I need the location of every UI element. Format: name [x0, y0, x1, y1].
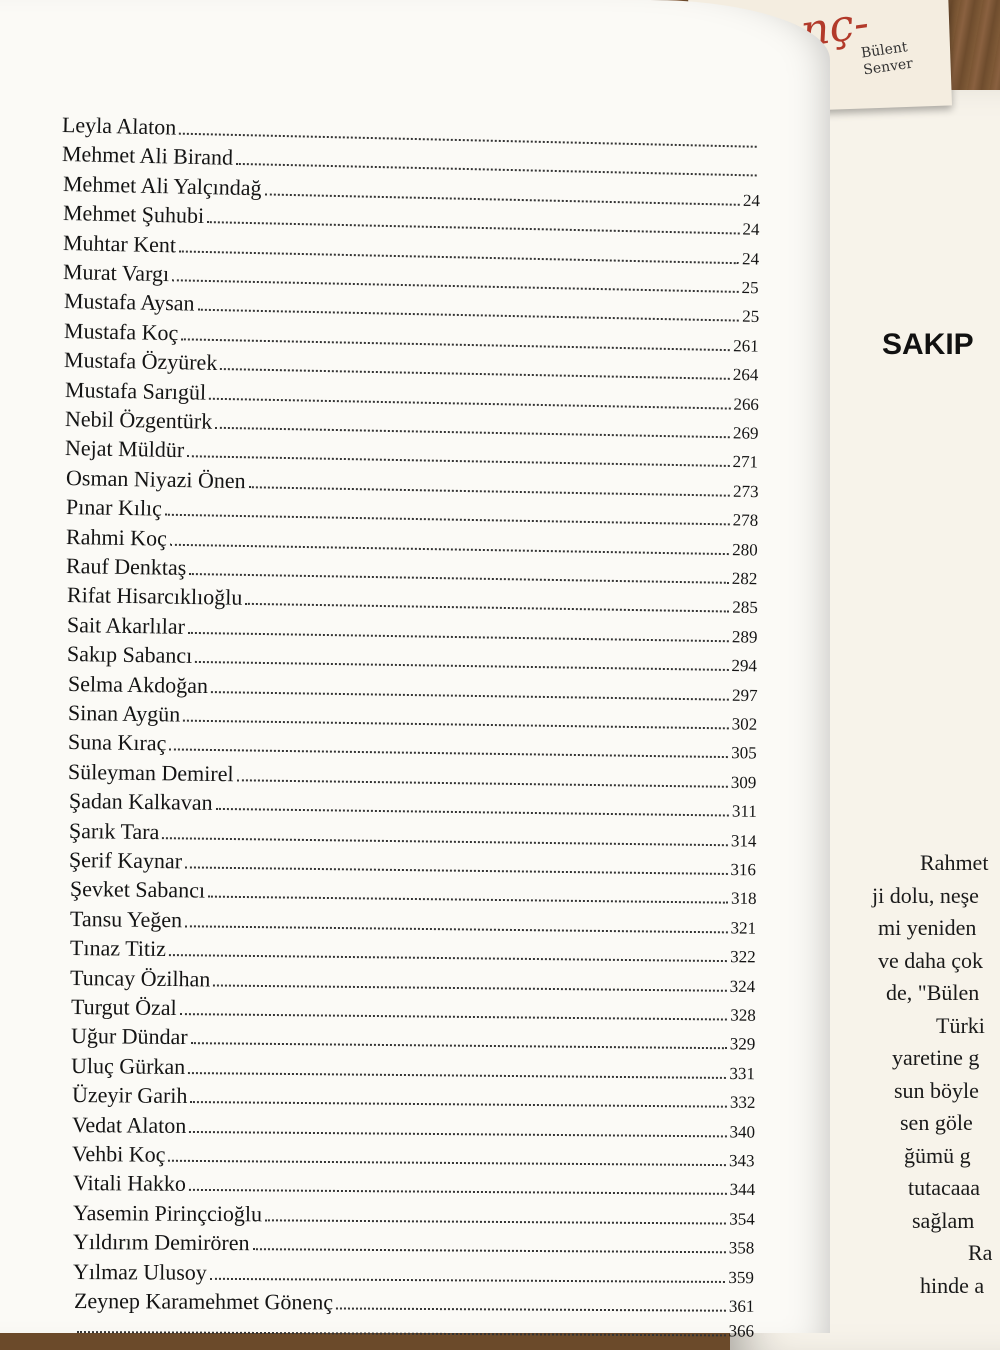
toc-entry-name: Rauf Denktaş — [66, 553, 187, 580]
toc-entry-name: Murat Vargı — [63, 259, 170, 287]
toc-entry-name: Üzeyir Garih — [71, 1082, 188, 1109]
toc-dot-leader — [183, 706, 729, 730]
toc-entry-page: 305 — [731, 743, 757, 763]
toc-entry — [71, 1053, 755, 1087]
toc-entry-page: 361 — [728, 1296, 755, 1316]
toc-entry-name: Yılmaz Ulusoy — [73, 1258, 208, 1285]
toc-dot-leader — [189, 1117, 726, 1137]
toc-entry-name: Sakıp Sabancı — [67, 641, 193, 669]
toc-entry — [73, 1259, 754, 1291]
toc-dot-leader — [215, 794, 729, 817]
toc-entry-page: 289 — [731, 627, 758, 647]
toc-dot-leader — [190, 1087, 727, 1108]
toc-dot-leader — [187, 442, 730, 468]
toc-dot-leader — [197, 295, 739, 322]
right-page-line: de, "Bülen — [886, 980, 980, 1005]
toc-dot-leader — [188, 1175, 726, 1195]
toc-entry — [73, 1229, 754, 1261]
toc-entry-name: Mustafa Sarıgül — [64, 376, 207, 405]
toc-entry-name: Mustafa Özyürek — [64, 347, 218, 376]
right-page-line: sen göle — [900, 1110, 973, 1135]
toc-dot-leader — [185, 911, 728, 933]
toc-entry-name: Uluç Gürkan — [71, 1052, 186, 1079]
toc-entry-name: Şadan Kalkavan — [68, 788, 213, 816]
toc-dot-leader — [179, 999, 727, 1020]
right-page-line: sun böyle — [894, 1077, 979, 1103]
right-page-line: Rahmet — [920, 850, 989, 875]
toc-dot-leader — [245, 589, 729, 613]
toc-entry-name: Mehmet Ali Birand — [62, 141, 234, 171]
toc-entry-page: 332 — [729, 1092, 756, 1113]
toc-entry-name: Selma Akdoğan — [67, 670, 208, 698]
toc-entry-name: Vedat Alaton — [71, 1111, 187, 1138]
toc-dot-leader — [170, 529, 730, 554]
toc-dot-leader — [179, 119, 757, 148]
toc-entry-name: Sait Akarlılar — [66, 611, 186, 639]
toc-entry-name: Mustafa Koç — [63, 317, 179, 346]
toc-entry-page: 269 — [732, 423, 759, 443]
toc-dot-leader — [169, 940, 727, 962]
toc-entry-page: 280 — [732, 539, 758, 560]
toc-entry — [72, 1141, 755, 1174]
toc-dot-leader — [162, 823, 728, 846]
toc-entry-page: 311 — [731, 801, 757, 822]
toc-dot-leader — [209, 383, 731, 409]
toc-entry-page: 329 — [729, 1034, 756, 1054]
toc-dot-leader — [191, 1029, 727, 1050]
toc-entry-name: Şevket Sabancı — [69, 876, 205, 903]
toc-entry-name: Süleyman Demirel — [68, 758, 235, 787]
toc-entry — [72, 1112, 755, 1146]
toc-dot-leader — [253, 1234, 726, 1253]
toc-entry-name: Tansu Yeğen — [69, 905, 183, 933]
toc-dot-leader — [185, 852, 728, 875]
toc-dot-leader — [248, 472, 730, 496]
toc-entry-name: Suna Kıraç — [67, 729, 167, 756]
toc-dot-leader — [190, 559, 730, 584]
toc-entry-name: Yasemin Pirinçcioğlu — [72, 1199, 262, 1227]
toc-entry — [74, 1317, 754, 1349]
toc-entry-name: Şarık Tara — [68, 817, 160, 844]
toc-entry-page: 297 — [731, 685, 758, 705]
toc-entry-name: Şerif Kaynar — [69, 847, 183, 874]
right-page-line: ve daha çok — [878, 947, 984, 973]
toc-entry-name: Tınaz Titiz — [70, 935, 167, 962]
toc-dot-leader — [336, 1293, 726, 1311]
toc-entry-page: 266 — [732, 394, 759, 414]
toc-entry-page: 314 — [730, 830, 757, 851]
toc-entry — [72, 1082, 756, 1116]
toc-entry-page: 324 — [730, 976, 756, 996]
toc-entry-page: 328 — [729, 1005, 756, 1025]
toc-entry-page: 271 — [732, 452, 759, 472]
toc-entry-name: Mustafa Aysan — [63, 288, 195, 317]
toc-dot-leader — [237, 765, 728, 788]
right-page-line: sağlam — [912, 1207, 975, 1233]
toc-entry-name: Nebil Özgentürk — [64, 406, 213, 434]
toc-entry-page: 340 — [729, 1121, 756, 1142]
toc-entry-name: Zeynep Karamehmet Gönenç — [73, 1288, 333, 1315]
toc-entry-name: Pınar Kılıç — [65, 494, 162, 521]
toc-entry — [71, 1023, 756, 1057]
toc-entry-page: 358 — [728, 1238, 755, 1258]
toc-entry-name: Vitali Hakko — [72, 1170, 186, 1197]
toc-dot-leader — [208, 882, 728, 904]
toc-entry-page: 322 — [730, 947, 756, 967]
toc-entry — [73, 1200, 755, 1233]
right-page-line: ji dolu, neşe — [872, 882, 979, 908]
toc-entry — [72, 1170, 754, 1203]
toc-dot-leader — [265, 1205, 726, 1224]
toc-dot-leader — [214, 970, 728, 991]
toc-entry-page: 25 — [741, 277, 760, 298]
toc-entry-name: Osman Niyazi Önen — [65, 464, 246, 493]
toc-dot-leader — [210, 677, 728, 701]
toc-entry-name: Tuncay Özilhan — [70, 964, 211, 992]
toc-dot-leader — [189, 1058, 727, 1079]
toc-dot-leader — [264, 179, 740, 205]
toc-dot-leader — [77, 1317, 726, 1336]
toc-entry-page: 24 — [742, 190, 760, 211]
toc-entry-name: Uğur Dündar — [70, 1023, 188, 1050]
right-page-line: Ra — [968, 1240, 993, 1265]
toc-entry-page: 354 — [728, 1209, 755, 1229]
toc-entry-name: Turgut Özal — [70, 994, 177, 1021]
toc-entry-page: 321 — [730, 918, 757, 938]
right-page-line: ğümü g — [904, 1142, 971, 1168]
toc-entry-page: 359 — [728, 1267, 755, 1287]
toc-entry-page: 309 — [731, 772, 757, 792]
toc-entry-name: Vehbi Koç — [72, 1141, 166, 1167]
toc-entry-name: Sinan Aygün — [67, 700, 181, 727]
chapter-heading: SAKIP — [882, 328, 974, 361]
toc-entry-page: 343 — [729, 1151, 755, 1171]
toc-entry-page: 302 — [731, 714, 758, 734]
toc-entry-page: 24 — [742, 219, 760, 240]
toc-entry-name: Leyla Alaton — [61, 112, 177, 140]
toc-dot-leader — [221, 354, 731, 380]
toc-dot-leader — [195, 647, 729, 671]
toc-entry-page: 318 — [730, 889, 757, 909]
toc-dot-leader — [215, 413, 730, 438]
toc-dot-leader — [165, 500, 730, 526]
toc-entry-name: Mehmet Ali Yalçındağ — [62, 170, 262, 201]
toc-entry-page: 24 — [742, 248, 760, 269]
toc-entry-name: Yıldırım Demirören — [73, 1229, 250, 1256]
toc-entry-page: 331 — [729, 1063, 756, 1083]
toc-dot-leader — [169, 735, 728, 759]
toc-entry-page: 285 — [731, 597, 758, 618]
toc-dot-leader — [188, 618, 729, 642]
cover-author-last: Senver — [862, 55, 914, 79]
toc-entry-page: 261 — [733, 335, 760, 356]
toc-entry-page: 282 — [732, 568, 758, 589]
toc-entry-page: 273 — [732, 481, 759, 501]
toc-dot-leader — [169, 1146, 727, 1166]
right-page-line: tutacaaa — [908, 1175, 981, 1200]
cover-author-first: Bülent — [860, 39, 909, 62]
toc-entry-name: Mehmet Şuhubi — [62, 200, 205, 229]
toc-dot-leader — [181, 324, 730, 351]
toc-entry-page: 278 — [732, 510, 759, 531]
toc-entry-name: Rifat Hisarcıklıoğlu — [66, 582, 243, 611]
right-page-line: yaretine g — [892, 1045, 980, 1070]
right-page-line: mi yeniden — [878, 915, 977, 940]
toc-entry-name: Nejat Müldür — [65, 435, 185, 463]
right-page-line: hinde a — [920, 1272, 985, 1298]
toc-entry-page: 366 — [728, 1321, 755, 1341]
toc-entry-page: 316 — [730, 859, 757, 880]
toc-entry-page: 25 — [741, 307, 760, 327]
toc-entry-name: Muhtar Kent — [62, 229, 177, 257]
toc-entry-page: 264 — [732, 365, 759, 385]
right-page-line: Türki — [936, 1012, 985, 1038]
toc-entry-page: 294 — [731, 656, 758, 676]
toc-entry-name: Rahmi Koç — [65, 523, 168, 551]
toc-entry-page: 344 — [729, 1180, 755, 1200]
toc-entry — [74, 1288, 755, 1320]
toc-dot-leader — [210, 1263, 726, 1282]
